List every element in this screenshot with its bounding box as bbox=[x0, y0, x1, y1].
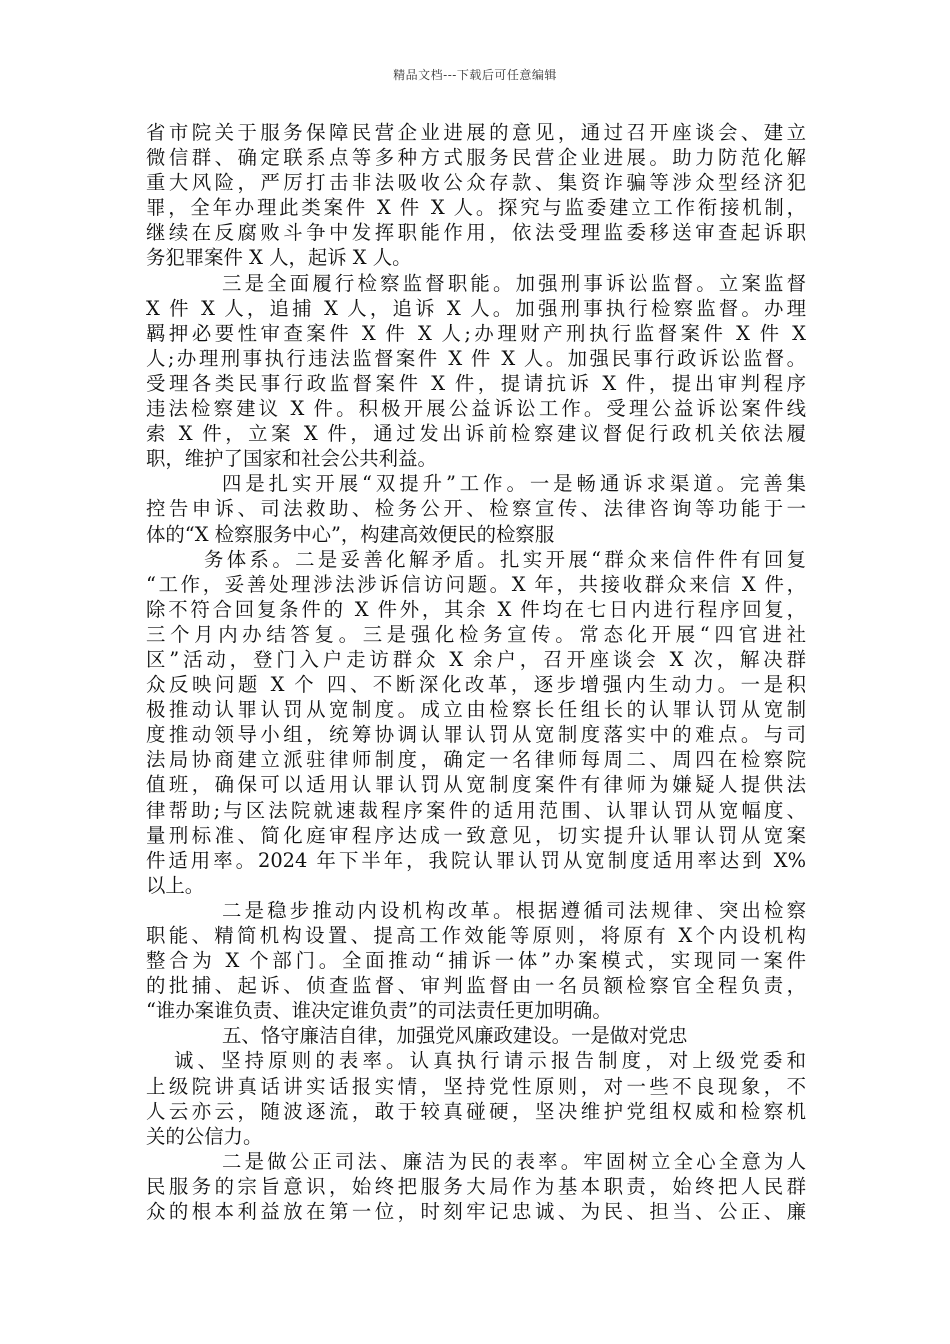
text-line: 以上。 bbox=[146, 873, 205, 897]
text-line: 控告申诉、司法救助、检务公开、检察宣传、法律咨询等功能于一 bbox=[146, 497, 806, 521]
text-line: 职，维护了国家和社会公共利益。 bbox=[146, 447, 437, 471]
text-line: 五、恪守廉洁自律，加强党风廉政建设。一是做对党忠 bbox=[222, 1024, 688, 1048]
text-line: 索 X 件，立案 X 件，通过发出诉前检察建议督促行政机关依法履 bbox=[146, 422, 806, 446]
text-line: 省市院关于服务保障民营企业进展的意见，通过召开座谈会、建立 bbox=[146, 121, 806, 144]
text-line: 务犯罪案件 X 人，起诉 X 人。 bbox=[146, 246, 412, 270]
text-line: 件适用率。2024 年下半年，我院认罪认罚从宽制度适用率达到 X% bbox=[146, 848, 806, 872]
text-line: 众反映问题 X 个 四、不断深化改革，逐步增强内生动力。一是积 bbox=[146, 673, 806, 697]
text-line: 三是全面履行检察监督职能。加强刑事诉讼监督。立案监督 bbox=[222, 271, 806, 295]
text-line: 职能、精简机构设置、提高工作效能等原则，将原有 X个内设机构 bbox=[146, 924, 806, 947]
text-line: X 件 X 人，追捕 X 人，追诉 X 人。加强刑事执行检察监督。办理 bbox=[146, 296, 806, 320]
text-line: 区”活动，登门入户走访群众 X 余户，召开座谈会 X 次，解决群 bbox=[146, 647, 806, 671]
text-line: 体的“X 检察服务中心”，构建高效便民的检察服 bbox=[146, 522, 555, 546]
text-line: 四是扎实开展“双提升”工作。一是畅通诉求渠道。完善集 bbox=[222, 472, 806, 496]
text-line: 上级院讲真话讲实话报实情，坚持党性原则，对一些不良现象，不 bbox=[146, 1074, 806, 1098]
text-line: 重大风险，严厉打击非法吸收公众存款、集资诈骗等涉众型经济犯 bbox=[146, 171, 806, 195]
text-line: 整合为 X 个部门。全面推动“捕诉一体”办案模式，实现同一案件 bbox=[146, 949, 806, 973]
text-line: 三个月内办结答复。三是强化检务宣传。常态化开展“四官进社 bbox=[146, 622, 806, 646]
page-header: 精品文档---下载后可任意编辑 bbox=[393, 68, 557, 82]
text-line: 量刑标准、简化庭审程序达成一致意见，切实提升认罪认罚从宽案 bbox=[146, 823, 806, 847]
text-line: 民服务的宗旨意识，始终把服务大局作为基本职责，始终把人民群 bbox=[146, 1174, 806, 1198]
text-line: 诚、坚持原则的表率。认真执行请示报告制度，对上级党委和 bbox=[174, 1049, 806, 1073]
text-line: 违法检察建议 X 件。积极开展公益诉讼工作。受理公益诉讼案件线 bbox=[146, 397, 806, 421]
text-line: “谁办案谁负责、谁决定谁负责”的司法责任更加明确。 bbox=[146, 999, 612, 1023]
text-line: 众的根本利益放在第一位，时刻牢记忠诚、为民、担当、公正、廉 bbox=[146, 1200, 806, 1224]
text-line: 度推动领导小组，统筹协调认罪认罚从宽制度落实中的难点。与司 bbox=[146, 723, 806, 747]
text-line: 微信群、确定联系点等多种方式服务民营企业进展。助力防范化解 bbox=[146, 146, 806, 170]
text-line: 人云亦云，随波逐流，敢于较真碰硬，坚决维护党组权威和检察机 bbox=[146, 1099, 806, 1123]
text-line: 律帮助;与区法院就速裁程序案件的适用范围、认罪认罚从宽幅度、 bbox=[146, 798, 806, 822]
text-line: 人;办理刑事执行违法监督案件 X 件 X 人。加强民事行政诉讼监督。 bbox=[146, 346, 806, 370]
text-line: 关的公信力。 bbox=[146, 1124, 263, 1148]
text-line: 法局协商建立派驻律师制度，确定一名律师每周二、周四在检察院 bbox=[146, 748, 806, 772]
text-line: 务体系。二是妥善化解矛盾。扎实开展“群众来信件件有回复 bbox=[204, 547, 806, 571]
text-line: 罪，全年办理此类案件 X 件 X 人。探究与监委建立工作衔接机制， bbox=[146, 196, 806, 220]
text-line: 极推动认罪认罚从宽制度。成立由检察长任组长的认罪认罚从宽制 bbox=[146, 698, 806, 722]
text-line: 二是稳步推动内设机构改革。根据遵循司法规律、突出检察 bbox=[222, 898, 806, 922]
text-line: 继续在反腐败斗争中发挥职能作用，依法受理监委移送审查起诉职 bbox=[146, 221, 806, 245]
text-line: 羁押必要性审查案件 X 件 X 人;办理财产刑执行监督案件 X 件 X bbox=[146, 321, 806, 345]
text-line: 受理各类民事行政监督案件 X 件，提请抗诉 X 件，提出审判程序 bbox=[146, 371, 806, 395]
text-line: “工作，妥善处理涉法涉诉信访问题。X 年，共接收群众来信 X 件， bbox=[146, 572, 806, 596]
document-body bbox=[146, 120, 806, 1224]
text-line: 值班，确保可以适用认罪认罚从宽制度案件有律师为嫌疑人提供法 bbox=[146, 773, 806, 797]
text-line: 二是做公正司法、廉洁为民的表率。牢固树立全心全意为人 bbox=[222, 1149, 806, 1173]
text-line: 的批捕、起诉、侦查监督、审判监督由一名员额检察官全程负责， bbox=[146, 974, 806, 998]
text-line: 除不符合回复条件的 X 件外，其余 X 件均在七日内进行程序回复， bbox=[146, 597, 806, 621]
